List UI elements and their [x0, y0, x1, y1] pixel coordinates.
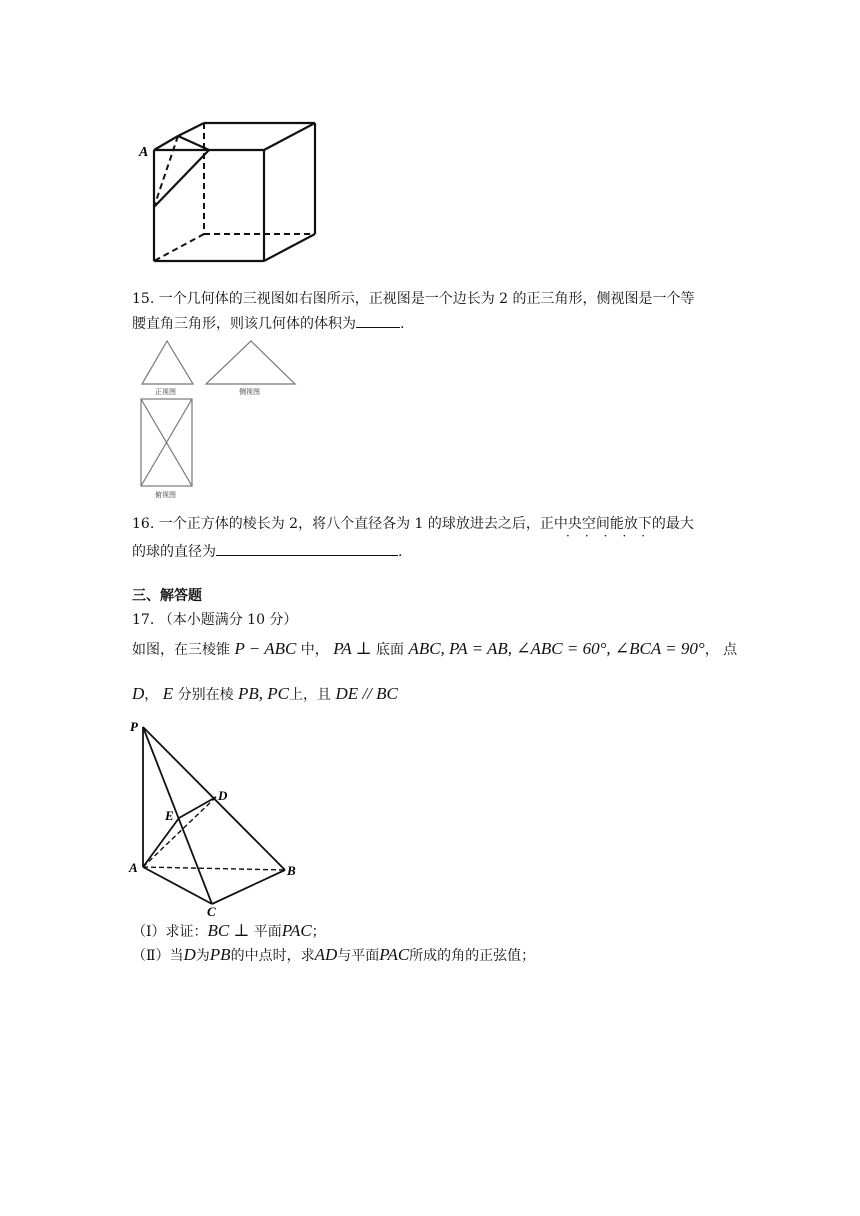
- q17-number: 17.: [132, 612, 155, 628]
- label-p: P: [130, 719, 138, 734]
- q15-number: 15.: [132, 291, 155, 307]
- part2-label: （Ⅱ）当: [132, 948, 184, 964]
- q16-text-line1: 一个正方体的棱长为 2，将八个直径各为 1 的球放进去之后，正中央空间能放下的最大: [158, 516, 694, 532]
- label-a: A: [129, 860, 138, 875]
- q17-header: [132, 609, 297, 629]
- front-view-label: 正视图: [155, 388, 176, 396]
- q16-line2: [132, 541, 402, 561]
- label-d: D: [218, 788, 228, 803]
- section-three-title: 三、解答题: [132, 588, 202, 604]
- q16-answer-blank: [216, 541, 398, 556]
- q15-text-line1: 一个几何体的三视图如右图所示，正视图是一个边长为 2 的正三角形，侧视图是一个等: [158, 291, 695, 307]
- part1-end: ；: [311, 924, 326, 940]
- q17-text-and: 上，且: [289, 687, 332, 703]
- label-c: C: [207, 904, 216, 919]
- q17-expr-conditions: ABC, PA = AB, ∠ABC = 60°, ∠BCA = 90°: [408, 639, 705, 658]
- q17-line1: [132, 639, 737, 659]
- cube-vertex-label: A: [139, 145, 149, 160]
- q17-expr-perp: PA ⊥: [333, 639, 376, 658]
- q17-point-d: D: [132, 684, 145, 703]
- q17-expr-parallel: DE // BC: [335, 684, 398, 703]
- q17-text-edges: 分别在棱: [177, 687, 234, 703]
- cube-figure: [130, 112, 330, 272]
- q15-text-line2: 腰直角三角形，则该几何体的体积为: [132, 316, 356, 332]
- q17-text-point: ， 点: [704, 642, 738, 658]
- emphasis-dots: ·····: [566, 529, 661, 543]
- q16-text-line2: 的球的直径为: [132, 544, 216, 560]
- part2-plane-pac: PAC: [379, 945, 410, 964]
- q17-text-base: 底面: [375, 642, 404, 658]
- q15-line2: [132, 313, 404, 333]
- q15-line1: [132, 288, 695, 308]
- q16-number: 16.: [132, 516, 155, 532]
- part1-plane: PAC: [281, 921, 312, 940]
- q17-point-e: E: [162, 684, 174, 703]
- q17-expr-pyramid: P − ABC: [234, 639, 297, 658]
- label-e: E: [165, 808, 174, 823]
- q17-line2: [132, 684, 398, 704]
- q15-end: .: [400, 316, 405, 332]
- part1-text: 平面: [253, 924, 282, 940]
- part2-text4: 所成的角的正弦值；: [409, 948, 536, 964]
- pyramid-figure: [125, 715, 310, 920]
- q16-end: .: [398, 544, 403, 560]
- label-b: B: [287, 863, 296, 878]
- q17-comma: ，: [144, 687, 159, 703]
- side-view-label: 侧视图: [239, 388, 260, 396]
- part2-point-d: D: [183, 945, 196, 964]
- q17-part2: [132, 945, 535, 965]
- part1-expr: BC ⊥: [207, 921, 254, 940]
- part2-edge-pb: PB: [209, 945, 231, 964]
- front-view-triangle: [142, 341, 193, 384]
- q17-part1: [132, 921, 326, 941]
- part2-line-ad: AD: [314, 945, 338, 964]
- part2-text3: 与平面: [337, 948, 380, 964]
- q17-expr-edges: PB, PC: [238, 684, 290, 703]
- part2-text1: 为: [195, 948, 210, 964]
- q17-text-prefix: 如图，在三棱锥: [132, 642, 230, 658]
- q17-score-note: （本小题满分 10 分）: [158, 612, 298, 628]
- q15-answer-blank: [356, 313, 400, 328]
- three-views-figure: [135, 338, 305, 503]
- part1-label: （Ⅰ）求证：: [132, 924, 208, 940]
- q17-text-mid: 中，: [300, 642, 329, 658]
- side-view-triangle: [206, 341, 295, 384]
- part2-text2: 的中点时，求: [230, 948, 315, 964]
- top-view-label: 俯视图: [155, 491, 176, 499]
